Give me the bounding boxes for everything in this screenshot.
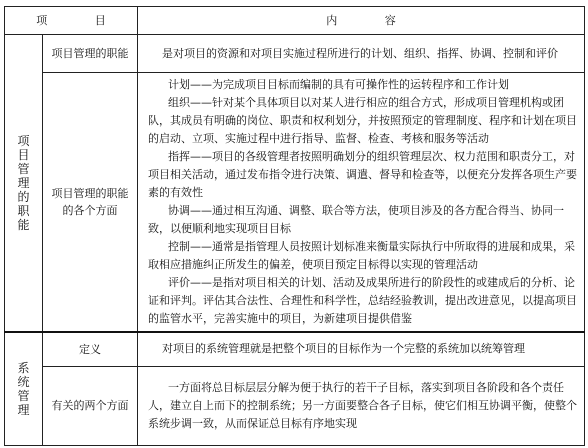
- paragraph-organize: 组织——针对某个具体项目以对某人进行相应的组合方式，形成项目管理机构或团队，其成员有明确的岗位、职责和权利划分，并按照预定的管理制度、程序和计划在项目的启动、立项、实施过程中进行指导、监督、检查、考核和服务等活动: [148, 96, 577, 145]
- section-title-system: 系 统 管 理: [5, 332, 43, 446]
- paragraph-plan: 计划——为完成项目目标而编制的具有可操作性的运转程序和工作计划: [168, 78, 509, 91]
- header-item: 项 目: [5, 7, 138, 35]
- row-content: 对项目的系统管理就是把整个项目的目标作为一个完整的系统加以统筹管理: [138, 332, 585, 366]
- paragraph-coordinate: 协调——通过相互沟通、调整、联合等方法，使项目涉及的各方配合得当、协同一致，以便顺利地实现项目目标: [148, 204, 564, 235]
- row-label: 定义: [43, 332, 138, 366]
- paragraph-control: 控制——通常是指管理人员按照计划标准来衡量实际执行中所取得的进展和成果，采取相应措施纠正所发生的偏差，使项目预定目标得以实现的管理活动: [148, 240, 575, 271]
- table-row: [5, 332, 585, 366]
- row-content: [138, 73, 585, 333]
- section-title-functions: 项 目 管 理 的 职 能: [5, 35, 43, 333]
- header-content: 内 容: [138, 7, 585, 35]
- row-content: 一方面将总目标层层分解为便于执行的若干子目标，落实到项目各阶段和各个责任人，建立自上而下的控制系统；另一方面要整合各子目标，使它们相互协调平衡，使整个系统步调一致，从而保证总目标有序地实现: [138, 366, 585, 446]
- header-row: [5, 7, 585, 35]
- table-row: [5, 366, 585, 446]
- table-row: [5, 73, 585, 333]
- paragraph-command: 指挥——项目的各级管理者按照明确划分的组织管理层次、权力范围和职责分工，对项目相关活动，通过发布指令进行决策、调遣、督导和检查等，以便充分发挥各项生产要素的有效性: [148, 150, 577, 199]
- row-label: 项目管理的职能的各个方面: [43, 73, 138, 333]
- project-management-table: [4, 6, 585, 446]
- table-row: [5, 35, 585, 73]
- row-label: 项目管理的职能: [43, 35, 138, 73]
- paragraph-evaluate: 评价——是指对项目相关的计划、活动及成果所进行的阶段性的或建成后的分析、论证和评判。评估其合法性、合理性和科学性，总结经验教训，提出改进意见，以提高项目的监管水平，完善实施中的项目，为新建项目提供借鉴: [148, 276, 577, 325]
- row-label: 有关的两个方面: [43, 366, 138, 446]
- row-content: 是对项目的资源和对项目实施过程所进行的计划、组织、指挥、协调、控制和评价: [138, 35, 585, 73]
